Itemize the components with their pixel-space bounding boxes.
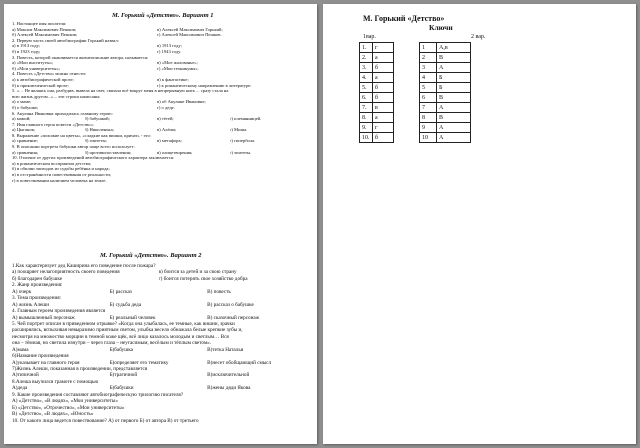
answer-key: Б [437, 73, 471, 83]
answer-option: Б)бабушка [109, 346, 133, 353]
answer-option: в) Алексей Максимович Горький; [157, 26, 223, 32]
variant-2-label: 2 вар. [471, 34, 486, 40]
answer-option: В) повесть [207, 288, 231, 295]
answer-key: а [373, 113, 394, 123]
answer-key: а [373, 73, 394, 83]
document-line [12, 116, 302, 122]
question-number: 7 [420, 103, 437, 113]
answer-option: в) метафора; [157, 138, 182, 144]
document-line: 5. «… Не являясь она, разбудив, вывела на свет, связала всё вокруг меня в непрерывную нить ... сразу стала на [12, 88, 229, 94]
answer-option: а) «Мои институты»; [12, 60, 54, 66]
document-line: В) «Детство», «В людях», «Юность» [12, 411, 94, 418]
answer-option: б) «Мои университеты»; [12, 65, 61, 71]
answer-option: а) мамой; [12, 116, 31, 122]
question-number: 6 [420, 93, 437, 103]
answer-option: в) Алёша; [157, 127, 177, 133]
answer-option: А)мама [12, 346, 29, 353]
answer-option: а) поощряет нелагоприятность своего поведения [12, 269, 120, 276]
document-line [12, 32, 302, 38]
answer-option: Б)трагичной [109, 372, 138, 379]
variant-1-title: М. Горький «Детство». Вариант 1 [112, 12, 214, 19]
answer-option: г) племянницей. [229, 116, 262, 122]
document-line: 10. Отличие от других произведений автобиографического характера заключается: [12, 155, 175, 161]
answer-option: А) жизнь Алеши [12, 301, 50, 308]
variant-1-questions [12, 21, 302, 183]
question-number: 4 [420, 73, 437, 83]
answer-key: г [373, 43, 394, 53]
answer-key: А [437, 123, 471, 133]
answer-row [420, 133, 471, 143]
answer-option: а) в 1913 году; [12, 43, 41, 49]
answer-key: А [437, 63, 471, 73]
answer-row [420, 63, 471, 73]
answer-option: а) сравнения; [12, 149, 39, 155]
question-number: 3 [420, 63, 437, 73]
answer-option: в) тётей; [157, 116, 174, 122]
answer-key: б [373, 83, 394, 93]
answer-option: в) «Мое жалованье»; [157, 60, 198, 66]
document-line: 8.Алеша выучился грамоте с помощью [12, 378, 99, 385]
question-number: 4. [360, 73, 373, 83]
question-number: 9. [360, 123, 373, 133]
answer-option: В) рассказ о бабушке [207, 301, 254, 308]
document-page-1 [4, 4, 317, 444]
answer-row [420, 83, 471, 93]
document-line: 7)Жизнь Алеши, показанная в произведении, представляется [12, 366, 148, 372]
question-number: 9 [420, 123, 437, 133]
question-number: 8 [420, 113, 437, 123]
answer-option: в) олицетворения; [157, 149, 193, 155]
answer-row [360, 63, 394, 73]
answer-key: б [373, 63, 394, 73]
answer-option: Б)бабушки [109, 385, 134, 392]
variant-2-title: М. Горький «Детство». Вариант 2 [100, 252, 202, 259]
answer-option: б) бабушкой; [84, 116, 110, 122]
answer-row [360, 73, 394, 83]
document-line: расширялись, вспыхивая невыразимо приятным светом, улыбка весело обнажала белые крепкие зубы и, [12, 327, 243, 334]
answer-option: А) вымышленный персонаж [12, 314, 75, 321]
answer-option: в) 1913 году; [157, 43, 182, 49]
document-line: А) «Детство», «В людях», «Мои университеты» [12, 398, 118, 405]
answer-option: г) к романтическому направлению в литературе. [157, 82, 252, 88]
question-number: 10. [360, 133, 373, 143]
answer-option: а) о маме; [12, 99, 32, 105]
document-line: 9. В описании портрета бабушки автор чаще всего использует: [12, 144, 135, 150]
answer-option: В)несет обобщающий смысл [207, 359, 272, 366]
answer-option: А)типичной [12, 372, 39, 379]
document-line: 1.Как характеризует дед Каширина его поведение после пожара? [12, 263, 156, 269]
document-line: 9. Какие произведения составляют автобиографическую трилогию писателя? [12, 391, 184, 398]
document-line: 2. Первую часть своей автобиографии Горький назвал: [12, 37, 119, 43]
answer-option: В)тетка Наталья [207, 346, 244, 353]
answer-row [360, 133, 394, 143]
answer-row [420, 43, 471, 53]
question-number: 10 [420, 133, 437, 143]
document-line: 4. Повесть «Детство» можно отнести: [12, 71, 87, 77]
document-line: 6)Название произведения [12, 353, 69, 360]
answer-row [360, 93, 394, 103]
answer-option: б) эпитеты; [84, 138, 107, 144]
answer-option: а) Цыганок; [12, 127, 36, 133]
answer-option: Б) реальный человек [109, 314, 156, 321]
answer-row [420, 113, 471, 123]
document-line: 6. Акулина Ивановна приходилась главному герою: [12, 110, 113, 116]
answer-option: Б) судьба деда [109, 301, 142, 308]
document-page-2 [323, 4, 636, 444]
answer-option: А)деда [12, 385, 28, 392]
document-line [12, 385, 305, 391]
answer-option: А)указывает на главного героя [12, 359, 80, 366]
question-number: 5. [360, 83, 373, 93]
answer-key: В [437, 113, 471, 123]
answer-row [420, 53, 471, 63]
answer-option: а) Максим Максимович Пешков; [12, 26, 77, 32]
document-line: она – тёмная, но светила изнутри – через глаза – неугасимым, весёлым и тёплым светом». [12, 340, 212, 347]
answer-row [360, 53, 394, 63]
document-line: 10. От какого лица ведется повествование? А) от первого Б) от автора В) от третьего [12, 417, 199, 424]
answer-row [360, 123, 394, 133]
answer-option: В)исключительной [207, 372, 250, 379]
document-line: несмотря на множество морщин в темной коже щёк, всё лицо казалось молодым и светлым… Вся [12, 333, 229, 340]
document-line: б) в обилии эпизодов из судьбы ребёнка и народа; [12, 166, 110, 172]
answer-key: В [437, 93, 471, 103]
document-line: 1. Настоящее имя писателя: [12, 21, 67, 26]
answer-option: а) к автобиографической прозе; [12, 76, 74, 82]
document-line: 3. Тема произведения: [12, 295, 62, 302]
answers-title: М. Горький «Детство» [363, 14, 445, 23]
answer-option: б) Николенька; [84, 127, 114, 133]
variant-1-label: 1вар. [363, 34, 376, 40]
question-number: 5 [420, 83, 437, 93]
answer-key: В [437, 53, 471, 63]
variant-2-questions [12, 263, 305, 424]
answer-row [420, 93, 471, 103]
answer-key: А [437, 133, 471, 143]
answer-option: б) благодарен бабушке [12, 275, 63, 282]
answer-row [360, 113, 394, 123]
answer-option: б) о бабушке; [12, 104, 39, 110]
document-line: 3. Повесть, которой оканчивается жизнеописание автора, называется: [12, 54, 149, 60]
answer-row [420, 123, 471, 133]
question-number: 3. [360, 63, 373, 73]
question-number: 1 [420, 43, 437, 53]
answer-key: б [373, 133, 394, 143]
answer-key: в [373, 103, 394, 113]
document-line [12, 49, 302, 55]
answer-key: б [373, 93, 394, 103]
document-line [12, 315, 305, 321]
answer-option: г) Миша. [229, 127, 248, 133]
document-line: 2. Жанр произведения: [12, 282, 63, 289]
answer-option: а) сравнение; [12, 138, 38, 144]
answer-row [360, 43, 394, 53]
answer-option: г) Алексей Максимович Пешков. [157, 32, 222, 38]
answer-key: Б [437, 83, 471, 93]
document-line: 4. Главным героем произведения является [12, 308, 106, 315]
variant-2-answer-table [419, 42, 471, 143]
question-number: 8. [360, 113, 373, 123]
document-line [12, 372, 305, 378]
question-number: 2. [360, 53, 373, 63]
document-line: всю жизнь другом...» – эти строки написаны: [12, 93, 101, 99]
document-line: 7. Имя главного героя повести «Детство»: [12, 121, 95, 127]
document-line: 8. Выражение «похожие на цветы», «сладкие как вишни, кричат» - это: [12, 132, 152, 138]
answer-option: в) к фантастике; [157, 76, 189, 82]
answer-option: г) 1943 году. [157, 48, 182, 54]
answer-row [360, 83, 394, 93]
answer-option: Б)определяет его тематику [109, 359, 169, 366]
answer-option: б) в 1923 году; [12, 48, 41, 54]
answer-option: б) Алексей Максимович Пешков; [12, 32, 78, 38]
answer-option: А) очерк [12, 288, 32, 295]
answer-key: г [373, 123, 394, 133]
document-line: а) в романтическом восприятии детства; [12, 160, 92, 166]
answer-key: а [373, 53, 394, 63]
document-line [12, 105, 302, 111]
question-number: 6. [360, 93, 373, 103]
answer-option: б) противопоставления; [84, 149, 132, 155]
answer-option: в) об Акулине Ивановне; [157, 99, 206, 105]
document-line: Б) «Детство», «Отрочество», «Мои университеты» [12, 404, 125, 411]
answer-option: г) эпитеты. [229, 149, 252, 155]
question-number: 7. [360, 103, 373, 113]
answer-option: В)жены дяди Якова [207, 385, 251, 392]
document-line: в) в отстранённости повествования от реальности; [12, 172, 112, 178]
answer-option: Б) рассказ [109, 288, 132, 295]
answer-row [420, 103, 471, 113]
keys-label: Ключи [429, 23, 453, 32]
answer-key: А,в [437, 43, 471, 53]
question-number: 1. [360, 43, 373, 53]
document-line: 5. Чей портрет описан в приведенном отрывке? «Когда она улыбалась, ее темные, как вишни, зрачки [12, 320, 235, 327]
answer-option: г) боится потерять свое хозяйство добра [158, 275, 248, 282]
answer-option: г) «Мои техникумы». [157, 65, 199, 71]
variant-1-answer-table [359, 42, 394, 143]
answer-row [420, 73, 471, 83]
answer-option: г) о деде. [157, 104, 175, 110]
answer-option: г) гипербола. [229, 138, 256, 144]
question-number: 2 [420, 53, 437, 63]
answer-row [360, 103, 394, 113]
answer-option: в) боится за детей и за свою страну [158, 269, 237, 276]
answer-key: А [437, 103, 471, 113]
answer-option: б) к приключенческой прозе; [12, 82, 69, 88]
document-line: г) в повествовании наличием человека на земле. [12, 177, 107, 183]
answer-option: В) сказочный персонаж [207, 314, 260, 321]
